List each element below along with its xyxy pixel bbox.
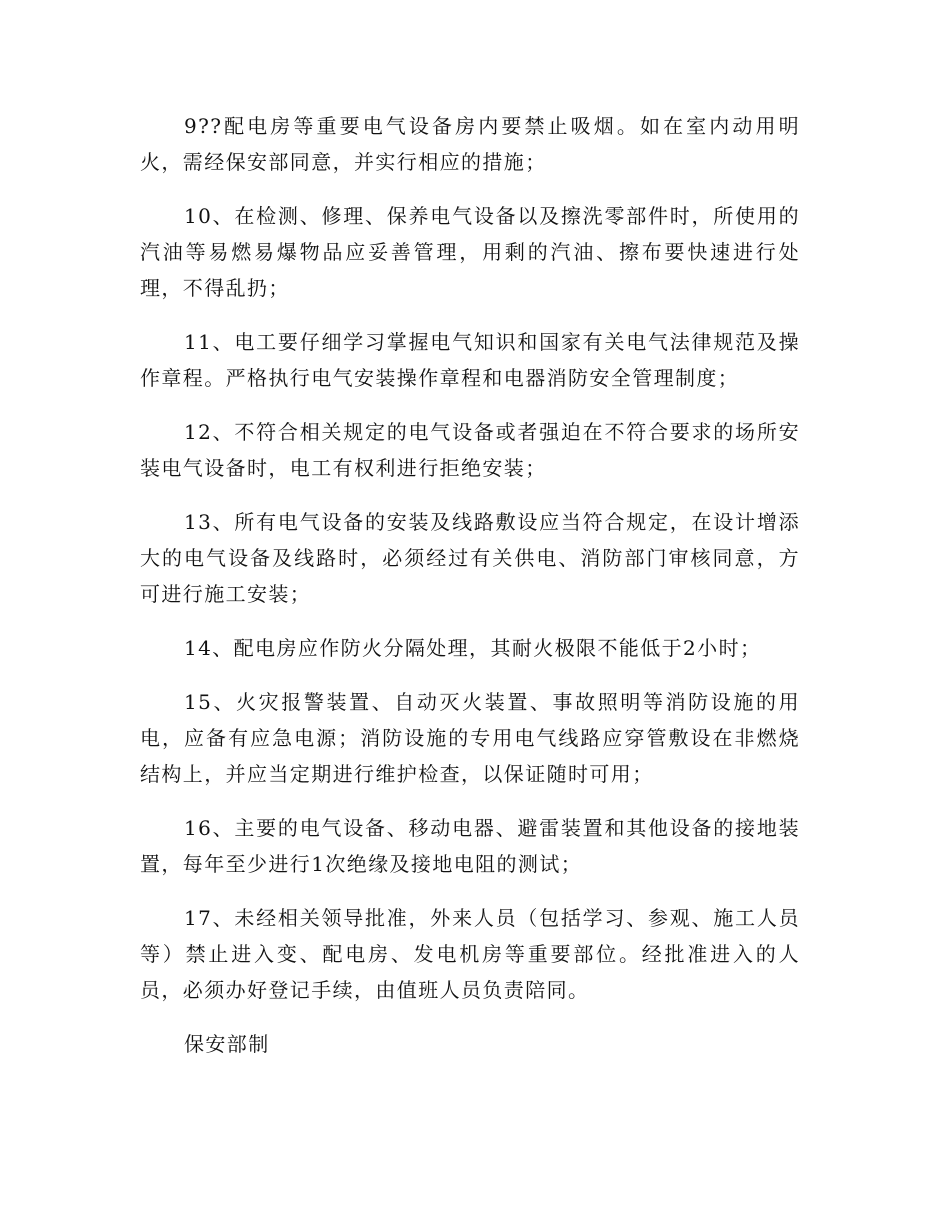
rule-paragraph-15: 15、火灾报警装置、自动灭火装置、事故照明等消防设施的用电，应备有应急电源；消防设施的专用电气线路应穿管敷设在非燃烧结构上，并应当定期进行维护检查，以保证随时可用； [140, 690, 800, 786]
rule-paragraph-17: 17、未经相关领导批准，外来人员（包括学习、参观、施工人员等）禁止进入变、配电房、发电机房等重要部位。经批准进入的人员，必须办好登记手续，由值班人员负责陪同。 [140, 906, 800, 1002]
rule-paragraph-9: 9??配电房等重要电气设备房内要禁止吸烟。如在室内动用明火，需经保安部同意，并实行相应的措施； [140, 114, 800, 174]
rule-paragraph-11: 11、电工要仔细学习掌握电气知识和国家有关电气法律规范及操作章程。严格执行电气安装操作章程和电器消防安全管理制度； [140, 330, 800, 390]
rule-paragraph-14: 14、配电房应作防火分隔处理，其耐火极限不能低于2小时； [184, 636, 762, 660]
document-page [140, 108, 800, 1062]
rule-paragraph-13: 13、所有电气设备的安装及线路敷设应当符合规定，在设计增添大的电气设备及线路时，必须经过有关供电、消防部门审核同意，方可进行施工安装； [140, 510, 800, 606]
rule-paragraph-12: 12、不符合相关规定的电气设备或者强迫在不符合要求的场所安装电气设备时，电工有权利进行拒绝安装； [140, 420, 800, 480]
document-signature: 保安部制 [184, 1032, 270, 1056]
rule-paragraph-16: 16、主要的电气设备、移动电器、避雷装置和其他设备的接地装置，每年至少进行1次绝缘及接地电阻的测试； [140, 816, 800, 876]
rule-paragraph-10: 10、在检测、修理、保养电气设备以及擦洗零部件时，所使用的汽油等易燃易爆物品应妥善管理，用剩的汽油、擦布要快速进行处理，不得乱扔； [140, 204, 800, 300]
